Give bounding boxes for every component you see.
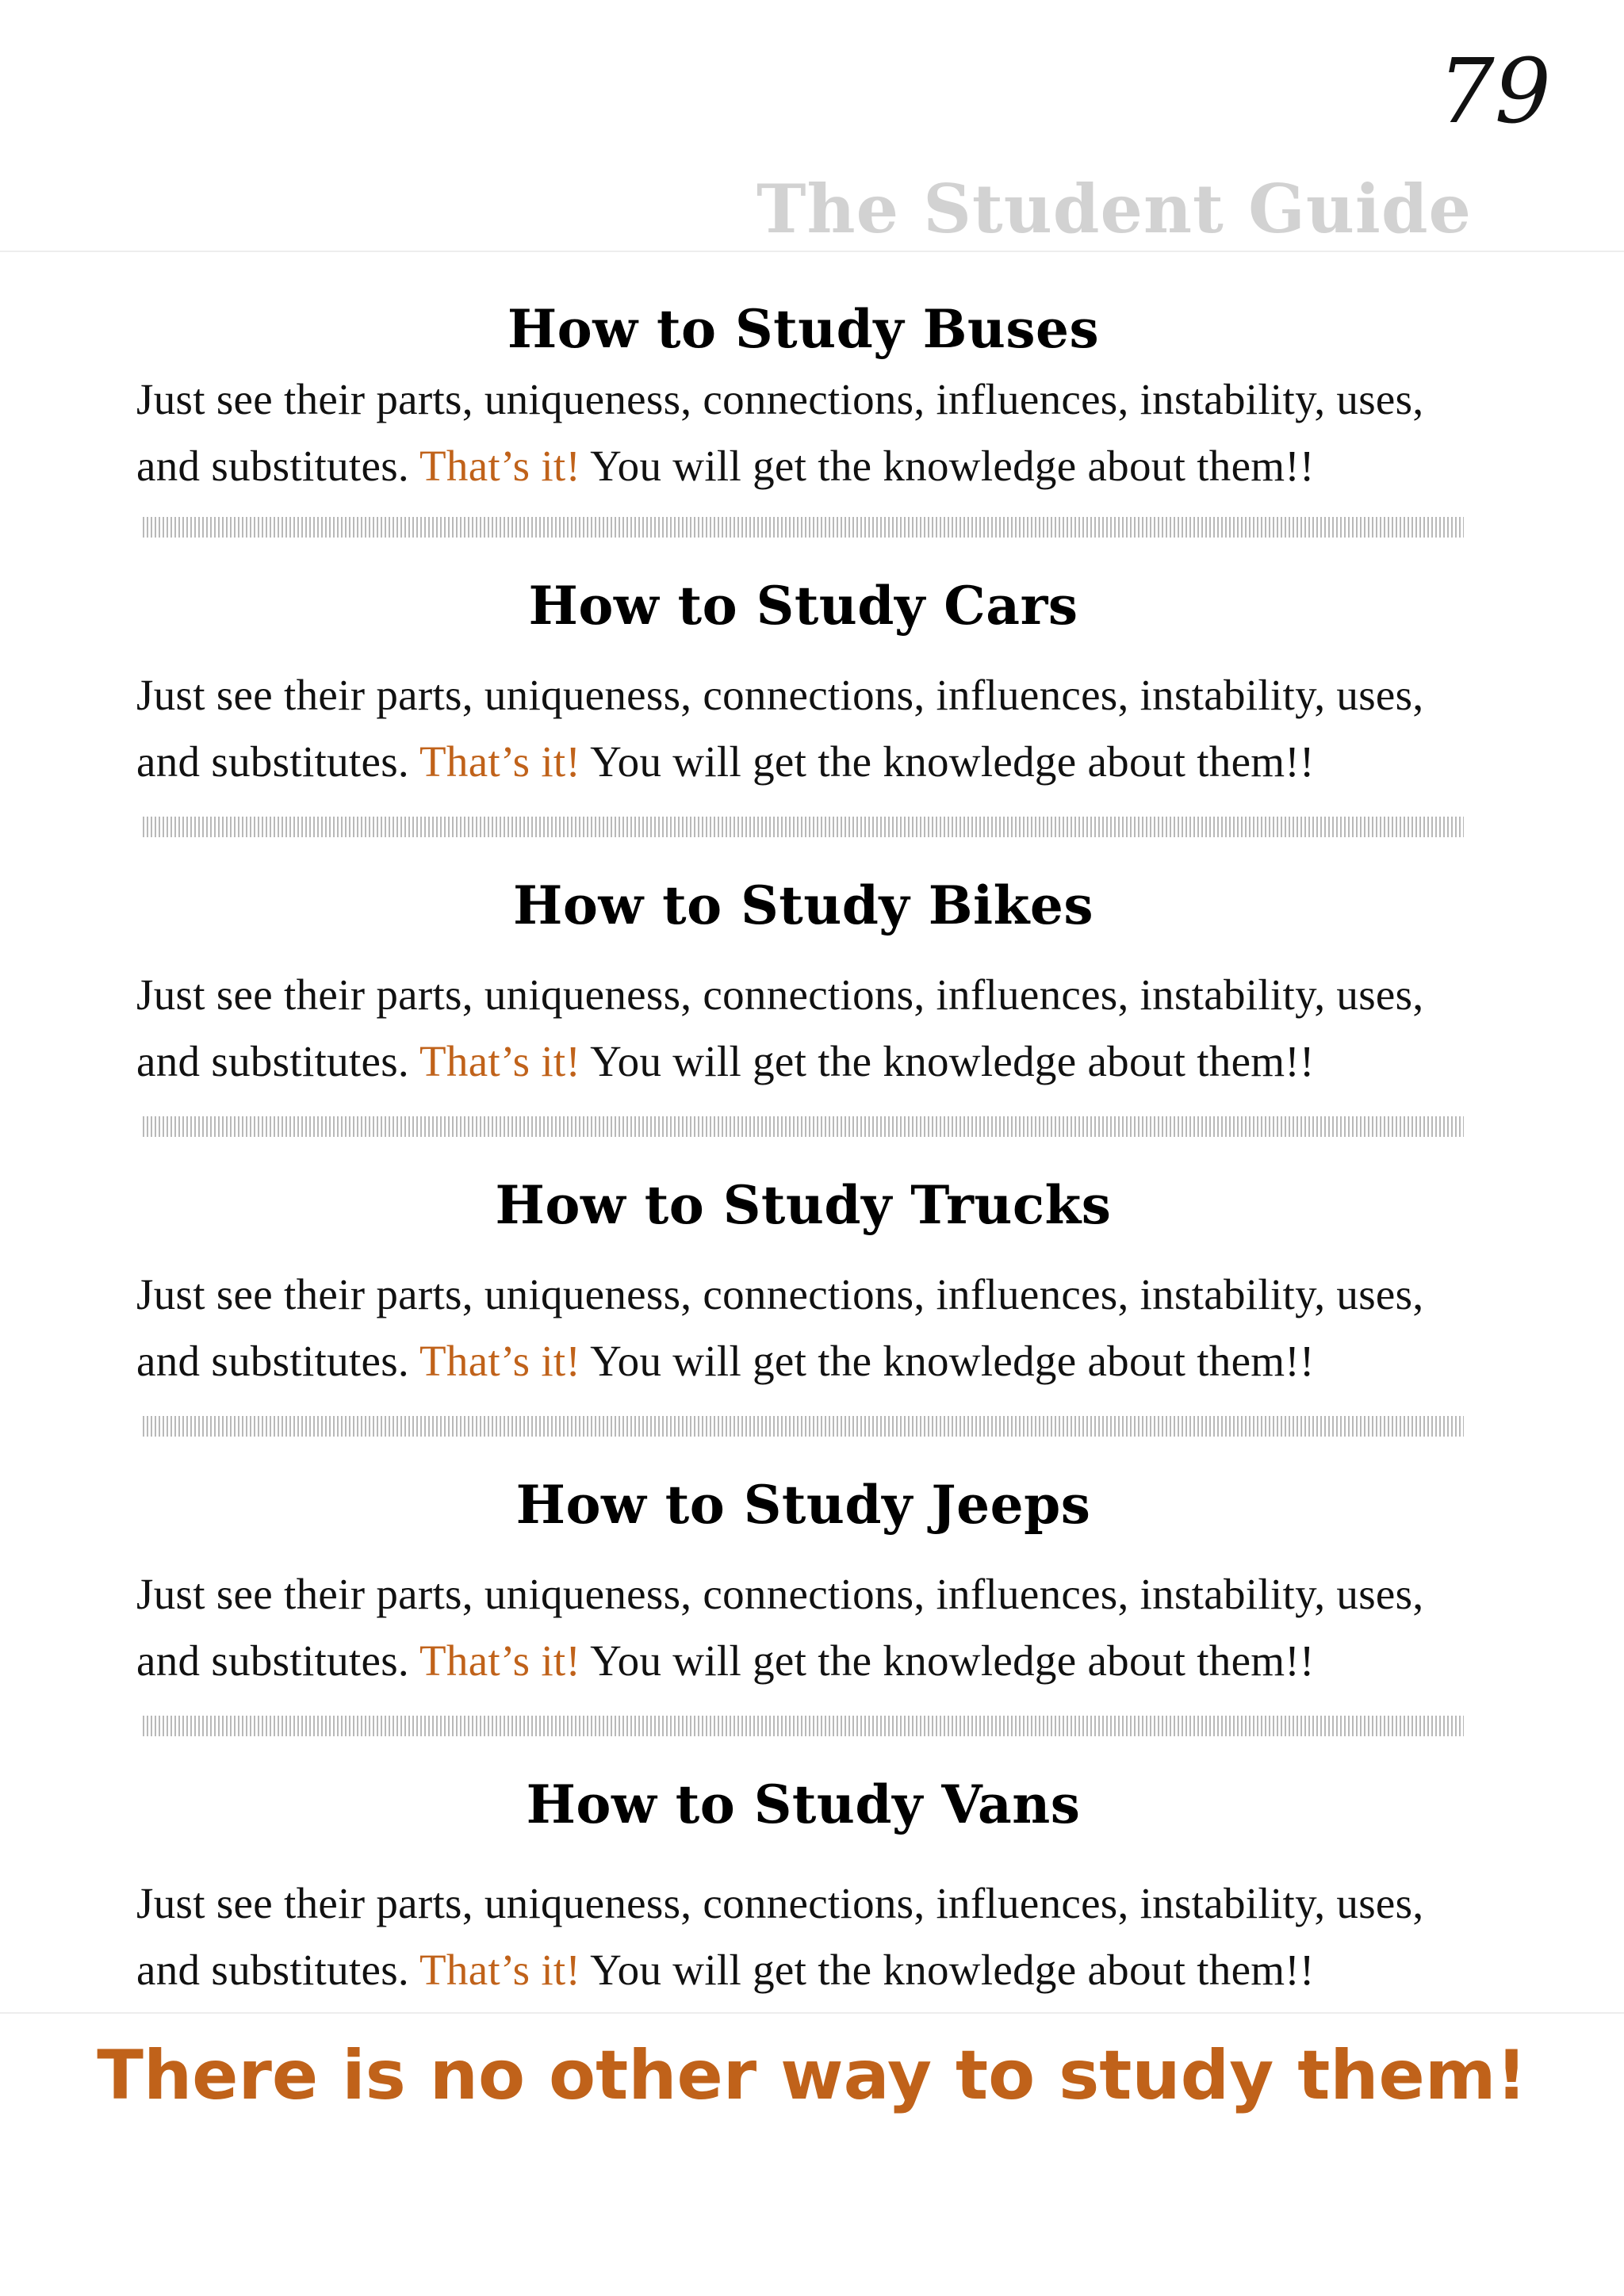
section-heading: How to Study Cars [528,575,1078,637]
section-vans [136,1774,1470,2003]
running-title: The Student Guide [756,170,1472,248]
section-cars [136,575,1470,795]
body-text-start: and substitutes. [136,737,420,786]
section-heading: How to Study Bikes [512,874,1094,936]
body-text-start: and substitutes. [136,1636,420,1685]
section-heading: How to Study Buses [507,298,1100,360]
body-line-1: Just see their parts, uniqueness, connections, influences, instability, uses, [136,671,1424,719]
section-heading: How to Study Jeeps [515,1474,1091,1536]
hatch-divider [143,1416,1464,1437]
section-bikes [136,874,1470,1095]
highlight-phrase: That’s it! [419,442,581,490]
section-jeeps [136,1474,1470,1694]
body-text-end: You will get the knowledge about them!! [580,1946,1315,1994]
section-body [136,662,1470,795]
section-body [136,1870,1470,2003]
body-text-start: and substitutes. [136,1337,420,1385]
body-line-1: Just see their parts, uniqueness, connections, influences, instability, uses, [136,1270,1424,1318]
page-number: 79 [1438,40,1551,144]
hatch-divider [143,517,1464,538]
hatch-divider [143,1116,1464,1137]
body-line-1: Just see their parts, uniqueness, connections, influences, instability, uses, [136,970,1424,1019]
highlight-phrase: That’s it! [419,1037,581,1085]
header-rule [0,251,1624,252]
body-text-end: You will get the knowledge about them!! [580,1337,1315,1385]
hatch-divider [143,817,1464,837]
section-body [136,962,1470,1095]
body-line-1: Just see their parts, uniqueness, connections, influences, instability, uses, [136,375,1424,423]
body-text-end: You will get the knowledge about them!! [580,1037,1315,1085]
body-line-1: Just see their parts, uniqueness, connections, influences, instability, uses, [136,1879,1424,1927]
footer-rule [0,2012,1624,2014]
body-text-start: and substitutes. [136,1037,420,1085]
section-body [136,366,1470,499]
section-heading: How to Study Vans [526,1774,1081,1835]
section-heading: How to Study Trucks [495,1174,1112,1236]
body-text-end: You will get the knowledge about them!! [580,737,1315,786]
highlight-phrase: That’s it! [419,1636,581,1685]
body-text-start: and substitutes. [136,1946,420,1994]
highlight-phrase: That’s it! [419,1946,581,1994]
section-buses [136,298,1470,499]
body-text-end: You will get the knowledge about them!! [580,442,1315,490]
body-line-1: Just see their parts, uniqueness, connections, influences, instability, uses, [136,1570,1424,1618]
hatch-divider [143,1716,1464,1736]
section-trucks [136,1174,1470,1395]
body-text-end: You will get the knowledge about them!! [580,1636,1315,1685]
section-body [136,1561,1470,1694]
body-text-start: and substitutes. [136,442,420,490]
closing-line: There is no other way to study them! [97,2036,1527,2115]
highlight-phrase: That’s it! [419,737,581,786]
section-body [136,1261,1470,1395]
highlight-phrase: That’s it! [419,1337,581,1385]
